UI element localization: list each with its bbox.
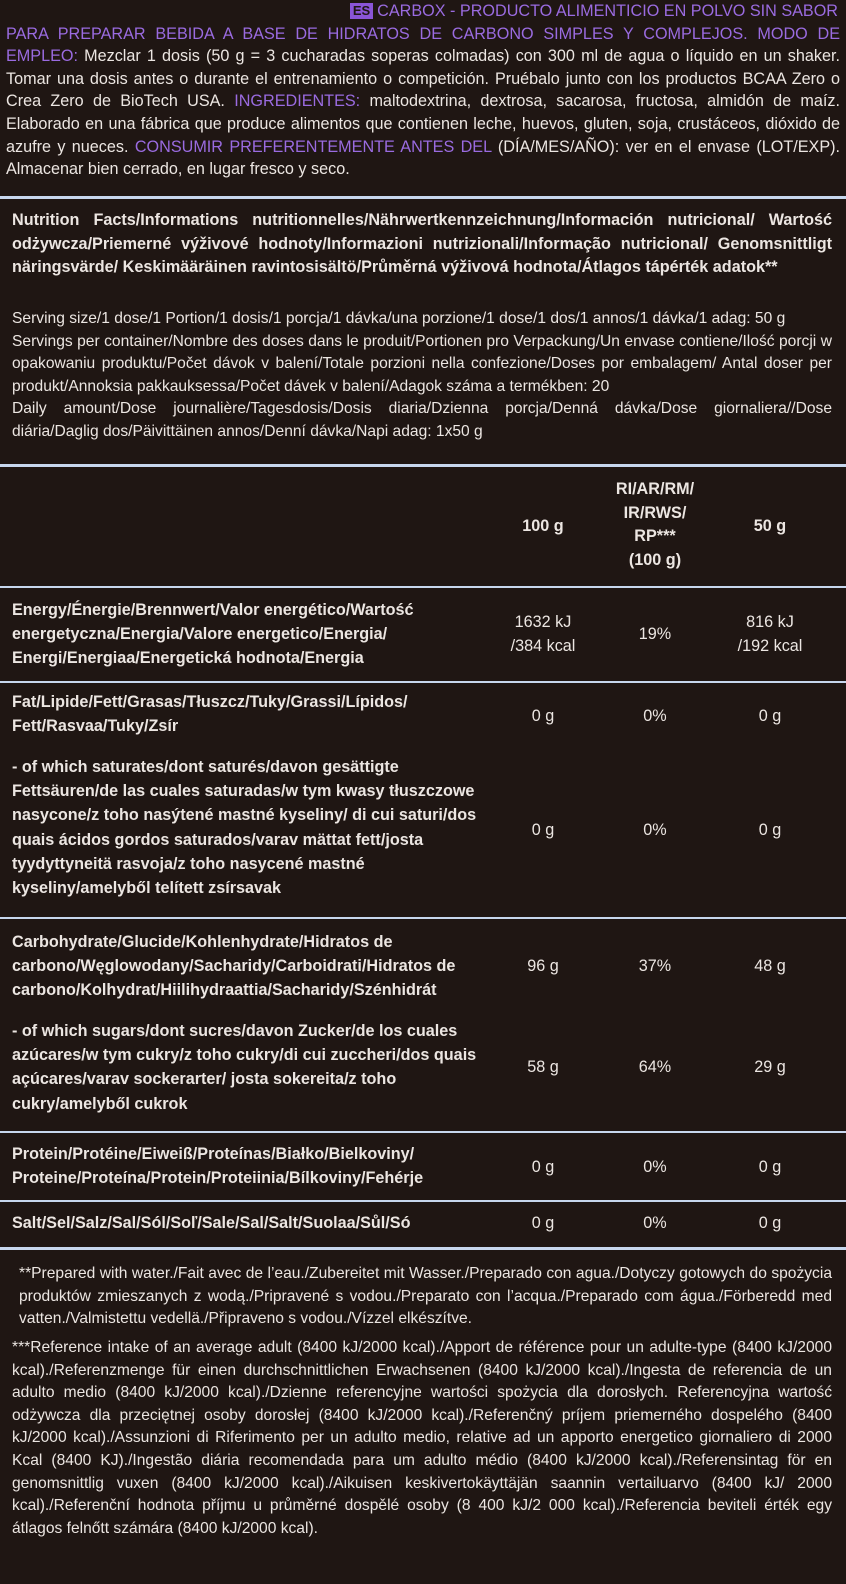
divider: [0, 586, 846, 588]
footnote-reference-intake: ***Reference intake of an average adult (8400 kJ/2000 kcal)./Apport de référence pour un adulte-type (8400 kJ/2000 kcal)./Referenzmenge für einen durchschnittlichen Erwachsenen (8400 kJ/2000 kcal)./Ingesta de referencia de un adulto medio (8400 kJ/2000 kcal)./Dzienne referencyjne wartości spożycia dla dorosłych. Referencyjna wartość odżywcza dla przeciętnej osoby dorosłej (8400 kJ/2000 kcal)./Referenčný príjem priemerného dospelého (8400 kJ/2000 kcal)./Assunzioni di Riferimento per un adulto medio, relative ad un apporto energetico giornaliero di 2000 Kcal (8400 KJ)./Ingestão diária recomendada para um adulto médio (8400 kJ/2000 kcal)./Referensintag för en genomsnittlig vuxen (8400 kJ/2000 kcal)./Aikuisen keskivertokäyttäjän saannin vertailuarvo (8400 kJ/ 2000 kcal)./Referenční hodnota příjmu u průměrné dospělé osoby (8 400 kJ/2 000 kcal)./Referencia beviteli érték egy átlagos felnőtt számára (8400 kJ/2000 kcal).: [12, 1339, 832, 1537]
divider: [0, 196, 846, 199]
salt-50g: 0 g: [758, 1214, 782, 1232]
column-header-100g: 100 g: [522, 517, 564, 535]
ingredients-label: INGREDIENTES:: [234, 92, 361, 111]
energy-100g: 1632 kJ /384 kcal: [510, 613, 576, 655]
saturates-100g: 0 g: [531, 821, 555, 839]
salt-100g: 0 g: [531, 1214, 555, 1232]
saturates-ri: 0%: [643, 821, 667, 839]
ingredients-text: maltodextrina, dextrosa, sacarosa, fructosa, almidón de maíz. Elaborado en una fábrica que produce alimentos que contienen leche, huevos, gluten, soja, crustáceos, dióxido de azufre y nueces.: [6, 92, 841, 156]
nutrition-info: [12, 308, 832, 444]
row-salt-label: Salt/Sel/Salz/Sal/Sól/Soľ/Sale/Sal/Salt/Suolaa/Sůl/Só: [12, 1214, 411, 1232]
nutrition-title: Nutrition Facts/Informations nutritionnelles/Nährwertkennzeichnung/Información nutricional/ Wartość odżywcza/Priemerné výživové hodnoty/Informazioni nutrizionali/Informação nutricional/ Genomsnittligt näringsvärde/ Keskimääräinen ravintosisältö/Průměrná výživová hodnota/Átlagos tápérték adatok**: [12, 211, 832, 276]
sugars-50g: 29 g: [754, 1058, 786, 1076]
ri-line: IR/RWS/: [623, 503, 687, 522]
best-before-text: (DÍA/MES/AÑO): ver en el envase (LOT/EXP). Almacenar bien cerrado, en lugar fresco y seco.: [6, 137, 841, 179]
best-before-label: CONSUMIR PREFERENTEMENTE ANTES DEL: [134, 137, 492, 156]
carbohydrate-ri: 37%: [638, 957, 672, 975]
divider: [0, 464, 846, 467]
sugars-100g: 58 g: [527, 1058, 559, 1076]
protein-50g: 0 g: [758, 1158, 782, 1176]
footnote-prepared-with-water: **Prepared with water./Fait avec de l’eau./Zubereitet mit Wasser./Preparado con agua./Dotyczy gotowych do spożycia produktów zmieszanych z wodą./Pripravené s vodou./Preparato con l’acqua./Preparado com água./Förberedd med vatten./Valmistettu vedellä./Připraveno s vodou./Vízzel elkészítve.: [19, 1265, 832, 1328]
carbohydrate-100g: 96 g: [527, 957, 559, 975]
language-badge: ES: [350, 3, 373, 19]
fat-100g: 0 g: [531, 707, 555, 725]
ri-line: RI/AR/RM/: [615, 480, 695, 498]
product-title-line: [6, 0, 838, 23]
daily-amount: Daily amount/Dose journalière/Tagesdosis/Dosis diaria/Dzienna porcja/Denná dávka/Dose giornaliera//Dose diária/Daglig dos/Päivittäinen annos/Denní dávka/Napi adag: 1x50 g: [12, 400, 832, 440]
spanish-section: [6, 0, 840, 181]
row-fat-label: Fat/Lipide/Fett/Grasas/Tłuszcz/Tuky/Grassi/Lípidos/ Fett/Rasvaa/Tuky/Zsír: [12, 693, 408, 736]
fat-50g: 0 g: [758, 707, 782, 725]
row-sugars-label: - of which sugars/dont sucres/davon Zucker/de los cuales azúcares/w tym cukry/z toho cukry/di cui zuccheri/dos quais açúcares/varav sockerarter/ josta sokereita/z toho cukry/amelyből cukrok: [12, 1022, 477, 1113]
row-energy-label: Energy/Énergie/Brennwert/Valor energético/Wartość energetyczna/Energia/Valore energetico/Energia/ Energi/Energiaa/Energetická hodnota/Energia: [12, 601, 414, 668]
divider: [0, 917, 846, 919]
energy-ri: 19%: [638, 625, 672, 643]
column-header-ri: [600, 478, 710, 572]
protein-100g: 0 g: [531, 1158, 555, 1176]
divider: [0, 1247, 846, 1250]
column-header-50g: 50 g: [753, 517, 787, 535]
product-title: CARBOX - PRODUCTO ALIMENTICIO EN POLVO SIN SABOR: [377, 2, 838, 20]
energy-50g: 816 kJ /192 kcal: [737, 613, 803, 655]
divider: [0, 681, 846, 683]
carbohydrate-50g: 48 g: [754, 957, 786, 975]
servings-per-container: Servings per container/Nombre des doses dans le produit/Portionen pro Verpackung/Un envase contiene/Ilość porcji w opakowaniu produktu/Počet dávok v balení/Totale porzioni nella confezione/Doses por embalagem/ Antal doser per produkt/Annoksia pakkauksessa/Počet dávek v balení/Adagok száma a termékben: 20: [12, 332, 832, 395]
ri-line: RP***: [634, 527, 676, 545]
row-protein-label: Protein/Protéine/Eiweiß/Proteínas/Białko/Bielkoviny/ Proteine/Proteína/Protein/Proteiinia/Bílkoviny/Fehérje: [12, 1145, 424, 1188]
serving-size: Serving size/1 dose/1 Portion/1 dosis/1 porcja/1 dávka/una porzione/1 dose/1 dos/1 annos/1 dávka/1 adag: 50 g: [12, 310, 786, 327]
divider: [0, 1131, 846, 1133]
product-subtitle: PARA PREPARAR BEBIDA A BASE DE HIDRATOS DE CARBONO SIMPLES Y COMPLEJOS. MODO DE EMPLEO:: [6, 24, 840, 66]
saturates-50g: 0 g: [758, 821, 782, 839]
row-saturates-label: - of which saturates/dont saturés/davon gesättigte Fettsäuren/de las cuales saturadas/w tym kwasy tłuszczowe nasycone/z toho nasýtené mastné kyseliny/ di cui saturi/dos quais ácidos gordos saturados/varav mättat fett/josta tyydyttyneitä rasvoja/z toho nasycené mastné kyseliny/amelyből telített zsírsavak: [12, 758, 477, 898]
salt-ri: 0%: [643, 1214, 667, 1232]
sugars-ri: 64%: [638, 1058, 672, 1076]
row-carbohydrate-label: Carbohydrate/Glucide/Kohlenhydrate/Hidratos de carbono/Węglowodany/Sacharidy/Carboidrati/Hidratos de carbono/Kolhydrat/Hiilihydraattia/Sacharidy/Szénhidrát: [12, 933, 456, 1000]
usage-text: Mezclar 1 dosis (50 g = 3 cucharadas soperas colmadas) con 300 ml de agua o líquido en un shaker. Tomar una dosis antes o durante el entrenamiento o competición. Pruébalo junto con los productos BCAA Zero o Crea Zero de BioTech USA.: [6, 47, 840, 111]
divider: [0, 1200, 846, 1202]
fat-ri: 0%: [643, 707, 667, 725]
ri-line: (100 g): [628, 550, 682, 569]
protein-ri: 0%: [643, 1158, 667, 1176]
